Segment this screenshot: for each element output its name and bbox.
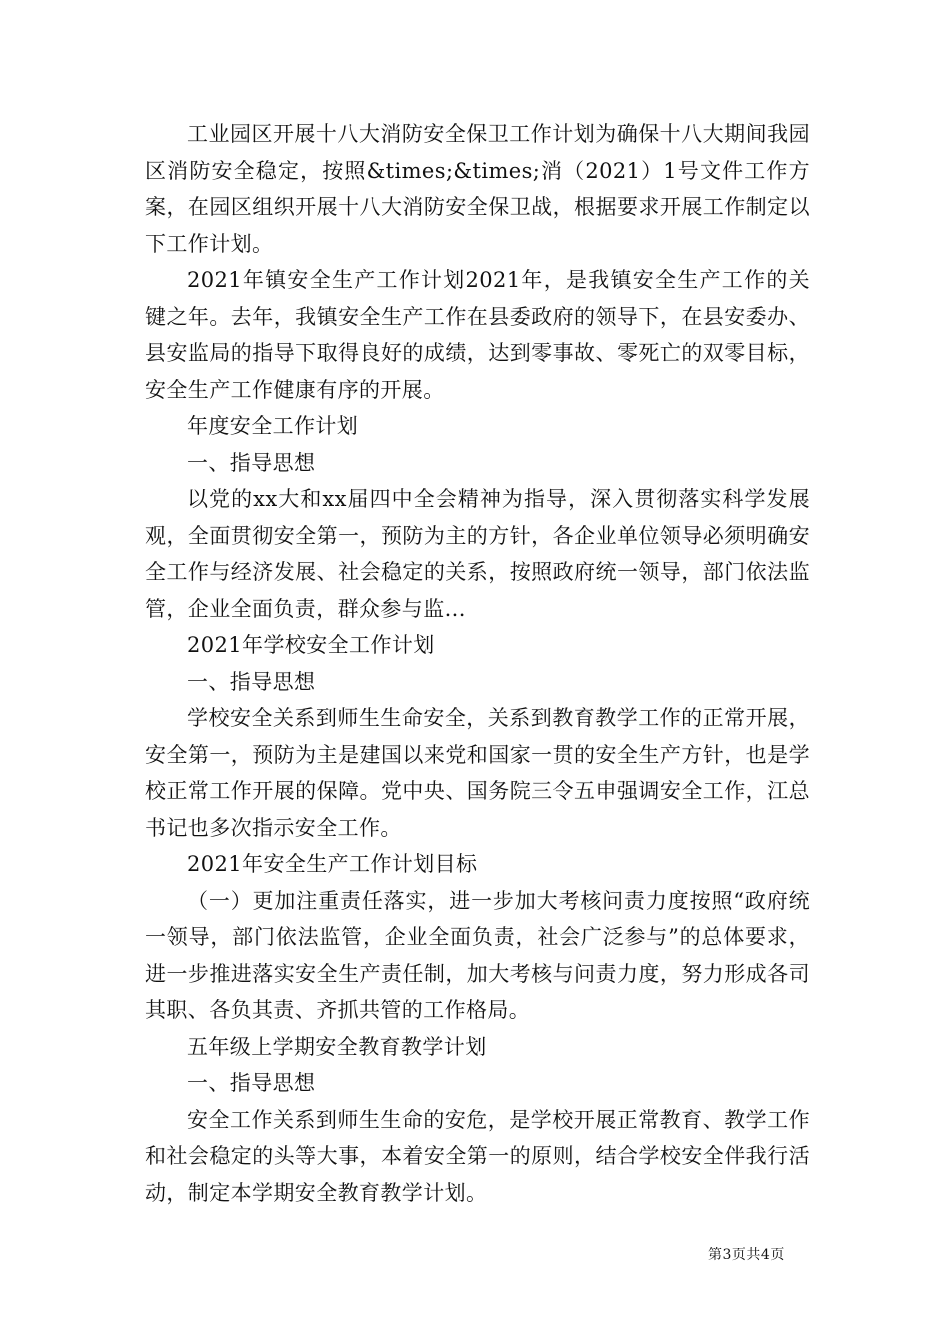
section-heading: 五年级上学期安全教育教学计划 bbox=[187, 1034, 487, 1059]
section-heading: 年度安全工作计划 bbox=[187, 414, 359, 438]
subsection-heading: 一、指导思想 bbox=[187, 450, 316, 475]
page-number: 第3页共4页 bbox=[708, 1247, 785, 1263]
paragraph: 学校安全关系到师生生命安全，关系到教育教学工作的正常开展，安全第一，预防为主是建国以来党和国家一贯的安全生产方针，也是学校正常工作开展的保障。党中央、国务院三令五申强调安全工作，江总书记也多次指示安全工作。 bbox=[145, 706, 810, 840]
paragraph: 以党的xx大和xx届四中全会精神为指导，深入贯彻落实科学发展观，全面贯彻安全第一，预防为主的方针，各企业单位领导必须明确安全工作与经济发展、社会稳定的关系，按照政府统一领导，部门依法监管，企业全面负责，群众参与监... bbox=[145, 487, 810, 621]
subsection-heading: 一、指导思想 bbox=[187, 1071, 316, 1095]
paragraph: 2021年镇安全生产工作计划2021年，是我镇安全生产工作的关键之年。去年，我镇安全生产工作在县委政府的领导下，在县安委办、县安监局的指导下取得良好的成绩，达到零事故、零死亡的双零目标，安全生产工作健康有序的开展。 bbox=[145, 268, 810, 402]
section-heading: 2021年安全生产工作计划目标 bbox=[187, 852, 478, 876]
paragraph: 安全工作关系到师生生命的安危，是学校开展正常教育、教学工作和社会稳定的头等大事，本着安全第一的原则，结合学校安全伴我行活动，制定本学期安全教育教学计划。 bbox=[145, 1107, 810, 1205]
document-body bbox=[145, 116, 810, 1211]
paragraph: （一）更加注重责任落实，进一步加大考核问责力度按照“政府统一领导，部门依法监管，企业全面负责，社会广泛参与”的总体要求，进一步推进落实安全生产责任制，加大考核与问责力度，努力形成各司其职、各负其责、齐抓共管的工作格局。 bbox=[145, 888, 810, 1022]
subsection-heading: 一、指导思想 bbox=[187, 669, 316, 694]
paragraph: 工业园区开展十八大消防安全保卫工作计划为确保十八大期间我园区消防安全稳定，按照&times;&times;消（2021）1号文件工作方案，在园区组织开展十八大消防安全保卫战，根据要求开展工作制定以下工作计划。 bbox=[145, 122, 810, 256]
section-heading: 2021年学校安全工作计划 bbox=[187, 633, 435, 657]
